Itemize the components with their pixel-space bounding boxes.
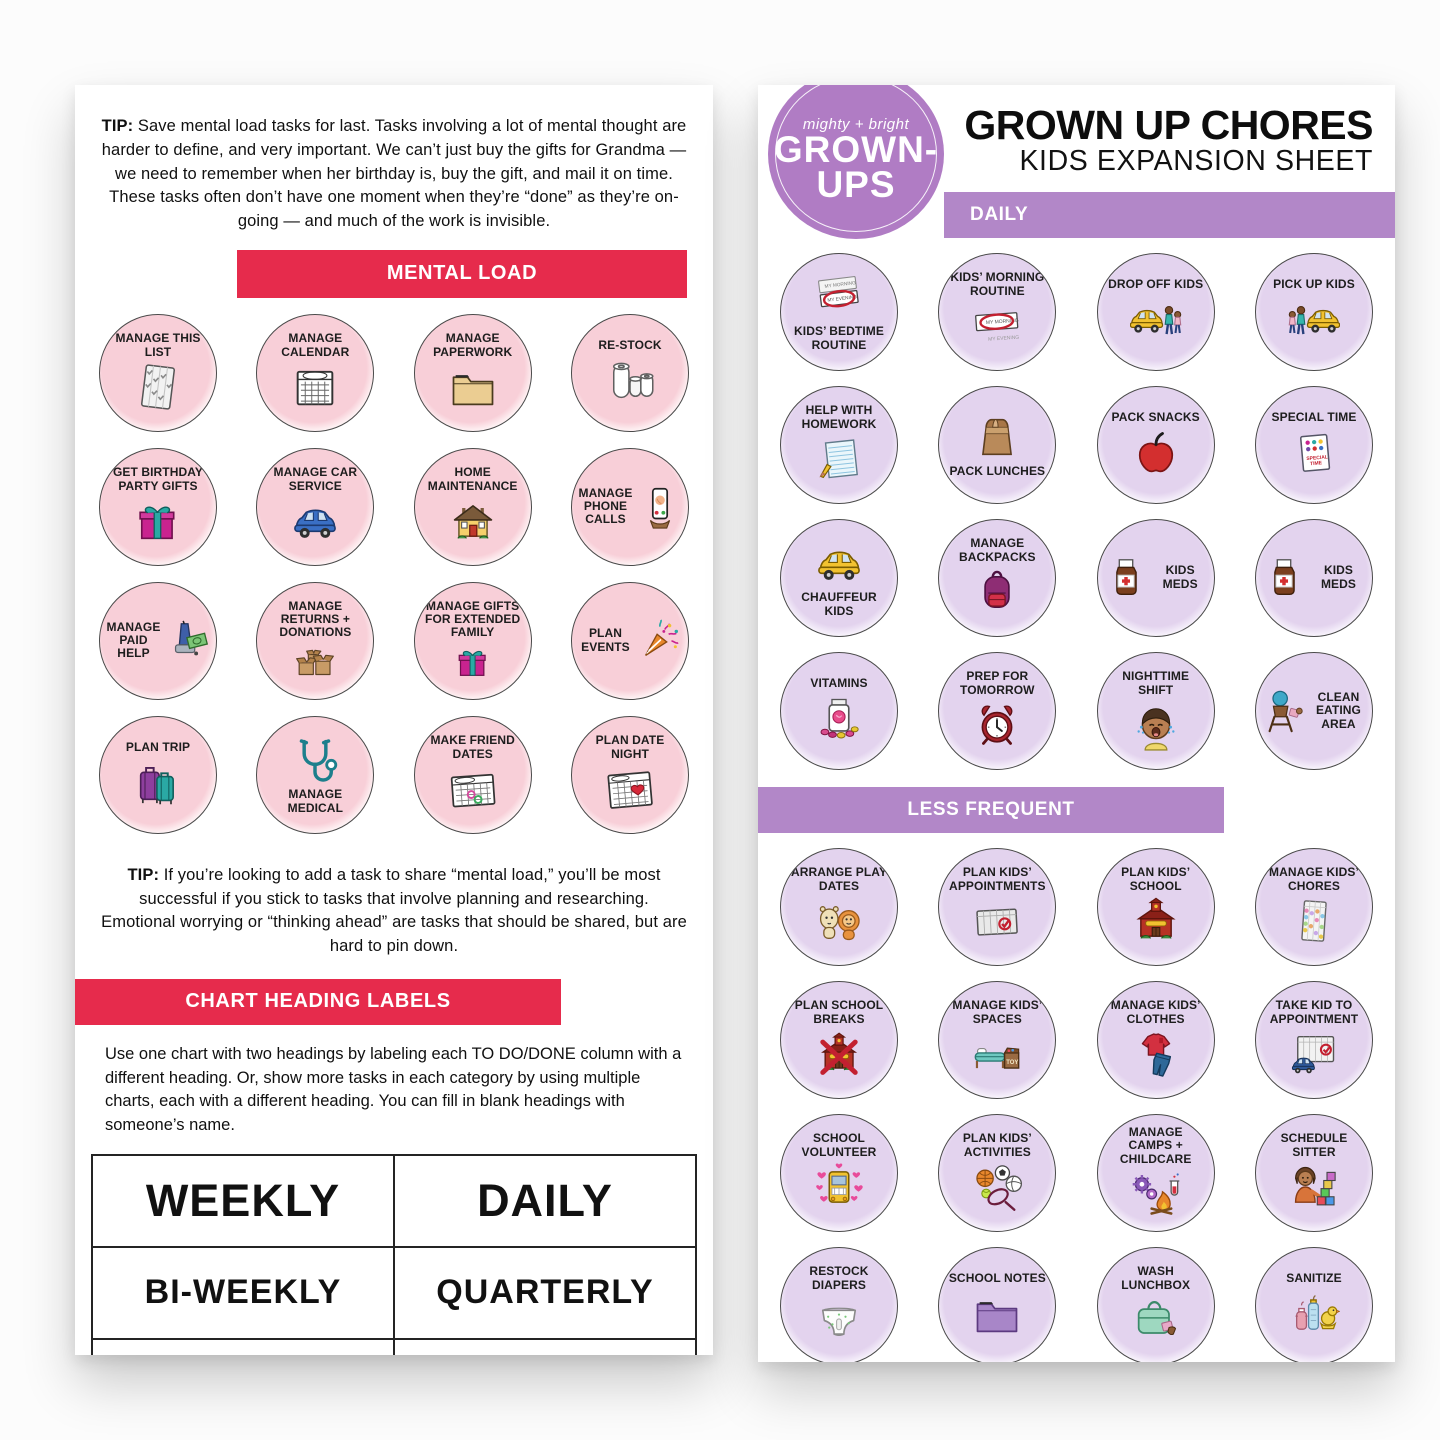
sticker-label: PLAN KIDS’ ACTIVITIES [962,1131,1032,1159]
sticker-label: SPECIAL TIME [1271,410,1357,425]
sticker-label: PLAN KIDS’ APPOINTMENTS [949,865,1046,893]
sticker-manage-calendar [256,314,374,432]
sticker-manage-backpacks [938,519,1056,637]
stethoscope-icon [289,734,341,786]
sticker-label: ARRANGE PLAY DATES [790,865,888,893]
folder-purple-icon [971,1288,1023,1340]
vacuum-and-cash-icon [165,618,211,664]
paper-towel-rolls-icon [604,354,656,406]
homework-paper-icon [813,433,865,485]
heading-labels-table [91,1154,697,1355]
chart-heading-labels-heading: CHART HEADING LABELS [75,979,561,1025]
sticker-school-volunteer [780,1114,898,1232]
vitamins-bottle-icon [813,693,865,745]
diaper-icon [813,1294,865,1346]
bottles-and-duck-icon [1288,1288,1340,1340]
sticker-label: NIGHTTIME SHIFT [1122,669,1190,697]
sticker-label: MANAGE PAID HELP [106,619,161,661]
medicine-bottle-icon [1261,555,1307,601]
high-chair-icon [1261,688,1307,734]
sticker-label: PREP FOR TOMORROW [960,669,1035,697]
sticker-label: MANAGE PHONE CALLS [578,485,633,527]
sticker-plan-kids-appointments [938,848,1056,966]
special-time-cards-icon [1288,427,1340,479]
heading-label-cell: DAILY [394,1155,696,1247]
logo-script-text: mighty + bright [802,116,910,134]
less-frequent-sticker-grid [758,833,1395,1362]
sticker-pick-up-kids [1255,253,1373,371]
sticker-sanitize [1255,1247,1373,1362]
crying-baby-icon [1130,699,1182,751]
sticker-label: MANAGE GIFTS FOR EXTENDED FAMILY [425,598,521,640]
sticker-plan-events [571,582,689,700]
sticker-label: PACK SNACKS [1111,410,1200,425]
sticker-kids-meds [1255,519,1373,637]
heading-label-cell: WEEKLY [92,1155,394,1247]
sticker-label: MANAGE MEDICAL [287,787,344,815]
sticker-label: RE-STOCK [598,338,662,353]
sticker-label: KIDS’ BEDTIME ROUTINE [794,324,884,352]
sticker-plan-kids-activities [938,1114,1056,1232]
sticker-label: HOME MAINTENANCE [427,465,518,493]
apple-icon [1130,427,1182,479]
calendar-circled-dates-icon [447,763,499,815]
svg-text:MY EVENING: MY EVENING [988,334,1020,344]
sticker-manage-phone-calls [571,448,689,566]
sticker-manage-paid-help [99,582,217,700]
sticker-wash-lunchbox [1097,1247,1215,1362]
schoolhouse-crossed-icon [813,1028,865,1080]
camp-activities-icon [1130,1168,1182,1220]
sticker-plan-trip [99,716,217,834]
sticker-home-maintenance [414,448,532,566]
sticker-label: HELP WITH HOMEWORK [801,403,877,431]
tip-label: TIP: [101,117,134,135]
sticker-vitamins [780,652,898,770]
mental-load-sticker-grid [75,298,713,834]
house-icon [447,495,499,547]
svg-text:TIME: TIME [1309,459,1323,467]
lunchbox-icon [1130,1294,1182,1346]
sticker-schedule-sitter [1255,1114,1373,1232]
suitcases-icon [132,756,184,808]
sticker-label: KIDS’ MORNING ROUTINE [950,270,1045,298]
mighty-bright-grown-ups-logo [768,85,944,239]
sticker-label: CLEAN EATING AREA [1315,689,1361,731]
daily-sticker-grid [758,238,1395,770]
sitter-with-blocks-icon [1288,1161,1340,1213]
sheet-subtitle: KIDS EXPANSION SHEET [1019,145,1373,177]
party-popper-icon [637,618,683,664]
mental-load-sheet [75,85,713,1355]
sticker-help-with-homework [780,386,898,504]
sticker-label: TAKE KID TO APPOINTMENT [1269,998,1359,1026]
sticker-plan-date-night [571,716,689,834]
sticker-label: PLAN TRIP [125,740,191,755]
sticker-label: SCHEDULE SITTER [1280,1131,1348,1159]
mental-load-heading: MENTAL LOAD [237,250,687,298]
chart-and-car-icon [1288,1028,1340,1080]
checklist-icon [132,361,184,413]
logo-ups-text: UPS [816,163,896,205]
sticker-nighttime-shift [1097,652,1215,770]
heading-label-cell: BI-WEEKLY [92,1247,394,1339]
sticker-special-time [1255,386,1373,504]
sticker-label: MAKE FRIEND DATES [430,733,515,761]
sticker-arrange-play-dates [780,848,898,966]
sticker-label: PICK UP KIDS [1273,277,1355,292]
sticker-label: MANAGE BACKPACKS [958,536,1036,564]
sticker-label: MANAGE KIDS’ CLOTHES [1110,998,1201,1026]
sticker-kids-morning-routine [938,253,1056,371]
sticker-label: WASH LUNCHBOX [1121,1264,1191,1292]
sticker-kids-meds [1097,519,1215,637]
gift-box-small-icon [453,642,493,682]
sticker-get-birthday-party-gifts [99,448,217,566]
blank-heading-cell [394,1339,696,1355]
chart-with-check-icon [971,895,1023,947]
morning-card-icon [971,300,1023,352]
logo-grown-text: GROWN- [773,129,939,171]
calendar-heart-icon [604,763,656,815]
plush-toys-icon [813,895,865,947]
chart-instructions: Use one chart with two headings by labeling each TO DO/DONE column with a different heading. Or, show more tasks in each category by using multiple charts, each with a different heading. You can fill in blank headings with someone’s name. [105,1044,682,1134]
kids-clothes-icon [1130,1028,1182,1080]
sticker-plan-kids-school [1097,848,1215,966]
sticker-chauffeur-kids [780,519,898,637]
sticker-make-friend-dates [414,716,532,834]
sticker-label: KIDS MEDS [1162,563,1198,591]
bus-with-hearts-icon [813,1161,865,1213]
sticker-label: MANAGE THIS LIST [115,331,201,359]
sticker-manage-paperwork [414,314,532,432]
alarm-clock-icon [971,699,1023,751]
sports-equipment-icon [971,1161,1023,1213]
backpack-icon [971,566,1023,618]
sticker-manage-gifts-for-extended-family [414,582,532,700]
tip-text: Save mental load tasks for last. Tasks involving a lot of mental thought are harder to define, and very important. We can’t just buy the gifts for Grandma — we need to remember when her birthday is, buy the gift, and mail it on time. These tasks often don’t have one moment when they’re “done” as they’re on-going — and much of the work is invisible. [101,117,687,230]
sticker-clean-eating-area [1255,652,1373,770]
car-with-kids-2-icon [1288,294,1340,346]
sticker-label: MANAGE KIDS’ SPACES [952,998,1043,1026]
schoolhouse-icon [1130,895,1182,947]
calendar-this-month-icon [289,361,341,413]
daily-heading: DAILY [944,192,1395,238]
svg-text:MY EVENING: MY EVENING [827,295,858,305]
car-with-kids-icon [1130,294,1182,346]
tip-bottom [101,864,687,959]
sticker-label: PLAN DATE NIGHT [595,733,665,761]
tip-label: TIP: [127,865,160,884]
svg-text:MY MORNING: MY MORNING [986,318,1020,327]
table-row [92,1247,696,1339]
table-row [92,1155,696,1247]
heading-label-cell: QUARTERLY [394,1247,696,1339]
sticker-drop-off-kids [1097,253,1215,371]
lunch-bag-icon [971,411,1023,463]
sticker-label: GET BIRTHDAY PARTY GIFTS [112,465,204,493]
chore-chart-icon [1288,895,1340,947]
phone-in-hand-icon [637,484,683,530]
sheet-title: GROWN UP CHORES [964,102,1373,148]
sticker-manage-car-service [256,448,374,566]
sticker-label: MANAGE PAPERWORK [433,331,513,359]
sticker-restock-diapers [780,1247,898,1362]
sticker-re-stock [571,314,689,432]
sticker-plan-school-breaks [780,981,898,1099]
moving-boxes-icon [295,642,335,682]
sticker-label: MANAGE RETURNS + DONATIONS [279,598,352,640]
table-row [92,1339,696,1355]
bed-and-toybox-icon [971,1028,1023,1080]
sticker-take-kid-to-appointment [1255,981,1373,1099]
car-yellow-icon [813,537,865,589]
sticker-kids-bedtime-routine [780,253,898,371]
tip-text: If you’re looking to add a task to share “mental load,” you’ll be most successful if you stick to tasks that involve planning and researching. Emotional worrying or “thinking ahead” are tasks that should be shared, but are hard to pin down. [101,865,687,955]
sticker-manage-returns-donations [256,582,374,700]
tip-top [101,115,687,234]
sticker-label: KIDS MEDS [1320,563,1357,591]
sticker-pack-lunches [938,386,1056,504]
sticker-manage-kids-chores [1255,848,1373,966]
sticker-school-notes [938,1247,1056,1362]
sticker-label: RESTOCK DIAPERS [809,1264,869,1292]
sticker-label: VITAMINS [810,676,868,691]
svg-text:TOY: TOY [1006,1060,1019,1067]
sticker-label: MANAGE KIDS’ CHORES [1269,865,1359,893]
sticker-manage-camps-childcare [1097,1114,1215,1232]
sticker-manage-kids-spaces [938,981,1056,1099]
bedtime-cards-icon [813,271,865,323]
sticker-label: SCHOOL NOTES [948,1271,1046,1286]
kids-expansion-sheet [758,85,1395,1362]
less-frequent-heading: LESS FREQUENT [758,787,1224,833]
folder-tan-icon [447,361,499,413]
blank-heading-cell [92,1339,394,1355]
sticker-label: SCHOOL VOLUNTEER [801,1131,877,1159]
sticker-label: MANAGE CAMPS + CHILDCARE [1119,1124,1192,1166]
sticker-label: PACK LUNCHES [949,464,1046,479]
sticker-label: PLAN KIDS’ SCHOOL [1121,865,1191,893]
svg-text:MY MORNING: MY MORNING [824,281,857,291]
sticker-label: PLAN SCHOOL BREAKS [794,998,884,1026]
sticker-label: CHAUFFEUR KIDS [801,590,877,618]
gift-box-icon [132,495,184,547]
sticker-label: PLAN EVENTS [581,626,630,654]
sticker-label: SANITIZE [1286,1271,1342,1286]
sticker-manage-medical [256,716,374,834]
sticker-prep-for-tomorrow [938,652,1056,770]
sticker-pack-snacks [1097,386,1215,504]
sticker-label: MANAGE CAR SERVICE [273,465,358,493]
svg-text:SPECIAL: SPECIAL [1306,453,1329,462]
sticker-manage-this-list [99,314,217,432]
car-blue-icon [289,495,341,547]
sticker-manage-kids-clothes [1097,981,1215,1099]
sticker-label: DROP OFF KIDS [1108,277,1204,292]
medicine-bottle-icon [1103,555,1149,601]
sticker-label: MANAGE CALENDAR [281,331,350,359]
